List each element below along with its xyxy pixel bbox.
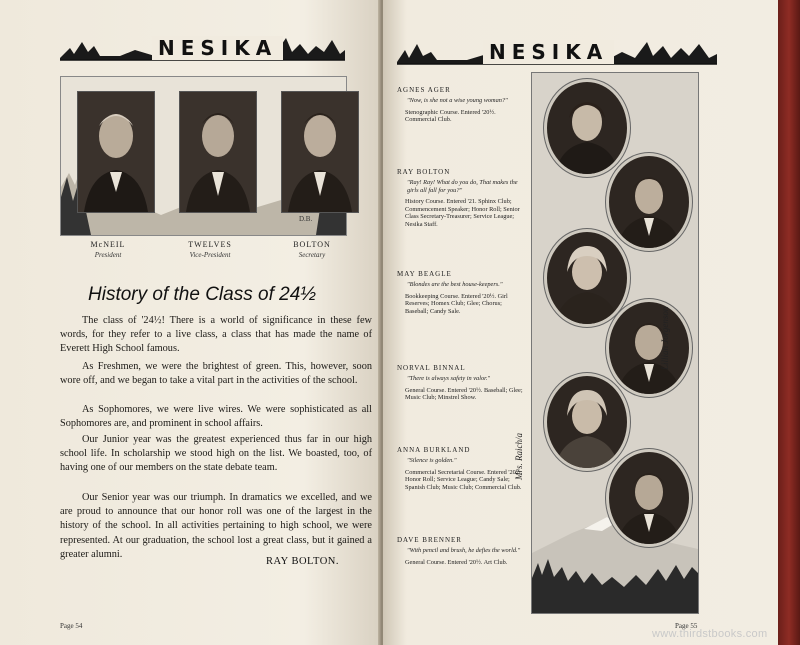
portrait-silhouette (282, 92, 358, 212)
handwritten-signature-2: Mrs. Raich/a (514, 433, 524, 480)
student-name: RAY BOLTON (397, 168, 451, 176)
officer-portrait-mcneil (77, 91, 155, 213)
portrait-agnes-ager (544, 79, 630, 177)
header-title: NESIKA (483, 40, 614, 64)
portrait-silhouette (609, 452, 689, 544)
officer-portrait-twelves (179, 91, 257, 213)
student-details: Stenographic Course. Entered '20½. Commercial Club. (405, 108, 496, 123)
header-title: NESIKA (152, 36, 283, 60)
history-paragraph-1: The class of '24½! There is a world of significance in these few words, for they refer to a live class, a class that has made the name of Everett High School famous. (60, 315, 372, 355)
student-details: History Course. Entered '21. Sphinx Club; Commencement Speaker; Honor Roll; Senior Class Secretary-Treasurer; Service League; Nesika Staff. (405, 198, 520, 228)
student-portrait-collage (531, 72, 699, 614)
student-name: DAVE BRENNER (397, 536, 462, 544)
officer-name-3: BOLTON (293, 240, 331, 249)
student-quote: "With pencil and brush, he defies the world." (407, 547, 521, 554)
portrait-norval-binnal (606, 299, 692, 397)
watermark: www.thirdstbooks.com (652, 628, 768, 640)
student-quote: "Now, is she not a wise young woman?" (407, 97, 508, 104)
officer-portrait-bolton (281, 91, 359, 213)
portrait-anna-burkland (544, 373, 630, 471)
student-quote: "Ray! Ray! What do you do, That makes the girls all fall for you?" (407, 179, 518, 194)
page-number-left: Page 54 (60, 622, 83, 630)
student-details: General Course. Entered '20½. Baseball; Glee; Music Club; Minstrel Show. (405, 386, 523, 401)
student-name: AGNES AGER (397, 86, 451, 94)
student-details: Commercial Secretarial Course. Entered '20½. Honor Roll; Service League; Candy Sale; Spanish Club; Music Club; Commercial Club. (405, 468, 523, 491)
history-paragraph-3: As Sophomores, we were live wires. We were sophisticated as all Sophomores are, and prominent in school affairs. (60, 404, 372, 430)
page-header-banner (60, 30, 345, 66)
student-quote: "There is always safety in valor." (407, 375, 491, 382)
portrait-silhouette (78, 92, 154, 212)
student-details: Bookkeeping Course. Entered '20½. Girl Reserves; Homex Club; Glee; Chorus; Baseball; Candy Sale. (405, 292, 508, 315)
officer-photo-panel (60, 76, 347, 236)
officer-name-2: TWELVES (188, 240, 232, 249)
portrait-silhouette (547, 376, 627, 468)
officer-role-3: Secretary (298, 251, 326, 259)
portrait-ray-bolton (606, 153, 692, 251)
student-entry-2 (397, 168, 525, 228)
history-title: History of the Class of 24½ (88, 284, 317, 305)
student-quote: "Silence is golden." (407, 457, 457, 464)
left-page (0, 0, 380, 645)
history-paragraph-4: Our Junior year was the greatest experienced thus far in our high school life. In scholarship we stood high on the list. We boasted, too, of having one of our members on the state debate team. (60, 434, 372, 474)
history-author: RAY BOLTON. (266, 556, 339, 567)
history-paragraph-5: Our Senior year was our triumph. In dramatics we excelled, and we are proud to announce that our honor roll was one of the largest in the history of the school. In all activities pertaining to high school, we were represented. At our graduation, the school lost a great class, but it gained a greater alumni. (60, 492, 372, 560)
portrait-silhouette (547, 82, 627, 174)
officer-role-2: Vice-President (189, 251, 231, 259)
officer-role-1: President (94, 251, 122, 259)
officer-name-1: McNEIL (90, 240, 126, 249)
student-quote: "Blondes are the best house-keepers." (407, 281, 503, 288)
portrait-may-beagle (544, 229, 630, 327)
student-entry-1 (397, 86, 525, 124)
handwritten-signature-1: Lillian Jorgenson (660, 306, 670, 370)
page-header-banner (397, 34, 717, 70)
student-entry-6 (397, 536, 525, 566)
portrait-silhouette (609, 156, 689, 248)
student-name: ANNA BURKLAND (397, 446, 471, 454)
portrait-silhouette (180, 92, 256, 212)
history-paragraph-2: As Freshmen, we were the brightest of green. This, however, soon wore off, and we began to take a vital part in the activities of the school. (60, 361, 372, 387)
student-entry-4 (397, 364, 525, 402)
student-entry-5 (397, 446, 525, 491)
portrait-silhouette (547, 232, 627, 324)
student-entry-3 (397, 270, 525, 315)
book-cover-edge (778, 0, 800, 645)
student-details: General Course. Entered '20½. Art Club. (405, 558, 508, 566)
photographer-initials: D.B. (299, 215, 313, 223)
student-name: NORVAL BINNAL (397, 364, 466, 372)
portrait-dave-brenner (606, 449, 692, 547)
page-number-right: Page 55 (675, 622, 698, 630)
portrait-silhouette (609, 302, 689, 394)
student-name: MAY BEAGLE (397, 270, 452, 278)
